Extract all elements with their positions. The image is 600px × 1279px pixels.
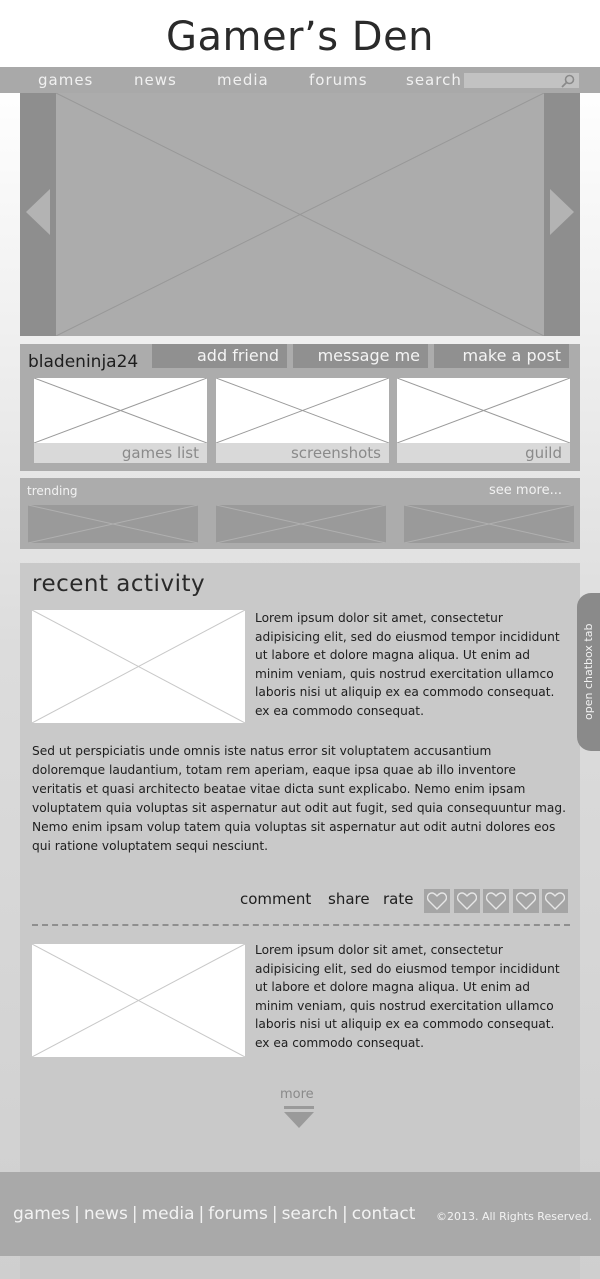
heart-icon[interactable]	[542, 889, 568, 913]
site-title: Gamer’s Den	[165, 14, 435, 60]
trending-panel	[20, 478, 580, 549]
arrow-left-icon	[26, 189, 50, 235]
profile-panel	[20, 344, 580, 471]
nav-games[interactable]: games	[38, 71, 94, 89]
image-placeholder	[32, 944, 245, 1057]
tile-caption: guild	[397, 443, 570, 463]
heart-icon[interactable]	[483, 889, 509, 913]
main-nav	[0, 67, 600, 93]
post-paragraph: Sed ut perspiciatis unde omnis iste natus error sit voluptatem accusantium doloremque laudantium, totam rem aperiam, eaque ipsa quae ab illo inventore veritatis et quasi architecto beatae vitae dicta sunt explicabo. Nemo enim ipsam voluptatem quia voluptas sit aspernatur aut odit aut fugit, sed quia consequuntur mag. Nemo enim ipsam volup tatem quia voluptas sit aspernatur aut odit autni dolores eos qui ratione voluptatem sequi nesciunt.	[32, 744, 566, 853]
rate-label: rate	[383, 890, 414, 908]
image-placeholder	[397, 378, 570, 443]
hero-carousel	[20, 93, 580, 336]
nav-forums[interactable]: forums	[309, 71, 368, 89]
more-link[interactable]: more	[280, 1087, 314, 1102]
image-placeholder	[216, 505, 386, 543]
heart-icon[interactable]	[454, 889, 480, 913]
heart-icon[interactable]	[513, 889, 539, 913]
tile-caption: screenshots	[216, 443, 389, 463]
add-friend-button[interactable]: add friend	[152, 344, 287, 368]
footer-nav: games | news | media | forums | search | contact	[13, 1204, 416, 1224]
search-icon[interactable]	[560, 74, 576, 88]
trending-item[interactable]	[404, 505, 574, 543]
bottom-strip	[20, 1256, 580, 1279]
tile-screenshots[interactable]	[216, 378, 389, 463]
image-placeholder	[28, 505, 198, 543]
trending-item[interactable]	[216, 505, 386, 543]
post-text: Lorem ipsum dolor sit amet, consectetur adipisicing elit, sed do eiusmod tempor incididunt ut labore et dolore magna aliqua. Ut enim ad minim veniam, quis nostrud exercitation ullamco laboris nisi ut aliquip ex ea commodo consequat. ex ea commodo consequat.	[255, 943, 560, 1050]
footer	[0, 1172, 600, 1256]
footer-link-contact[interactable]: contact	[351, 1204, 416, 1224]
chevron-down-icon[interactable]	[282, 1106, 316, 1130]
tile-guild[interactable]	[397, 378, 570, 463]
post-text: Lorem ipsum dolor sit amet, consectetur adipisicing elit, sed do eiusmod tempor incididunt ut labore et dolore magna aliqua. Ut enim ad minim veniam, quis nostrud exercitation ullamco laboris nisi ut aliquip ex ea commodo consequat. ex ea commodo consequat.	[255, 611, 560, 718]
arrow-right-icon	[550, 189, 574, 235]
comment-link[interactable]: comment	[240, 890, 312, 908]
footer-link-forums[interactable]: forums	[208, 1204, 268, 1224]
tile-caption: games list	[34, 443, 207, 463]
share-link[interactable]: share	[328, 890, 370, 908]
open-chatbox-tab[interactable]	[577, 593, 600, 751]
username: bladeninja24	[28, 352, 139, 372]
image-placeholder	[34, 378, 207, 443]
post-divider	[32, 924, 570, 926]
nav-media[interactable]: media	[217, 71, 269, 89]
section-title: recent activity	[32, 571, 206, 597]
nav-news[interactable]: news	[134, 71, 177, 89]
carousel-next-button[interactable]	[544, 93, 580, 336]
post-image[interactable]	[32, 944, 245, 1057]
see-more-link[interactable]: see more...	[489, 483, 562, 498]
footer-link-news[interactable]: news	[83, 1204, 128, 1224]
nav-search[interactable]: search	[406, 71, 462, 89]
footer-link-media[interactable]: media	[141, 1204, 195, 1224]
chatbox-tab-label: open chatbox tab	[582, 623, 595, 721]
image-placeholder	[404, 505, 574, 543]
recent-activity-section	[20, 563, 580, 1178]
make-a-post-button[interactable]: make a post	[434, 344, 569, 368]
heart-icon[interactable]	[424, 889, 450, 913]
hero-image-placeholder	[20, 93, 580, 336]
copyright: ©2013. All Rights Reserved.	[435, 1210, 592, 1223]
footer-link-search[interactable]: search	[281, 1204, 339, 1224]
message-me-button[interactable]: message me	[293, 344, 428, 368]
image-placeholder	[32, 610, 245, 723]
trending-label: trending	[27, 484, 78, 498]
carousel-prev-button[interactable]	[20, 93, 56, 336]
image-placeholder	[216, 378, 389, 443]
post-image[interactable]	[32, 610, 245, 723]
tile-games-list[interactable]	[34, 378, 207, 463]
footer-link-games[interactable]: games	[13, 1204, 71, 1224]
trending-item[interactable]	[28, 505, 198, 543]
